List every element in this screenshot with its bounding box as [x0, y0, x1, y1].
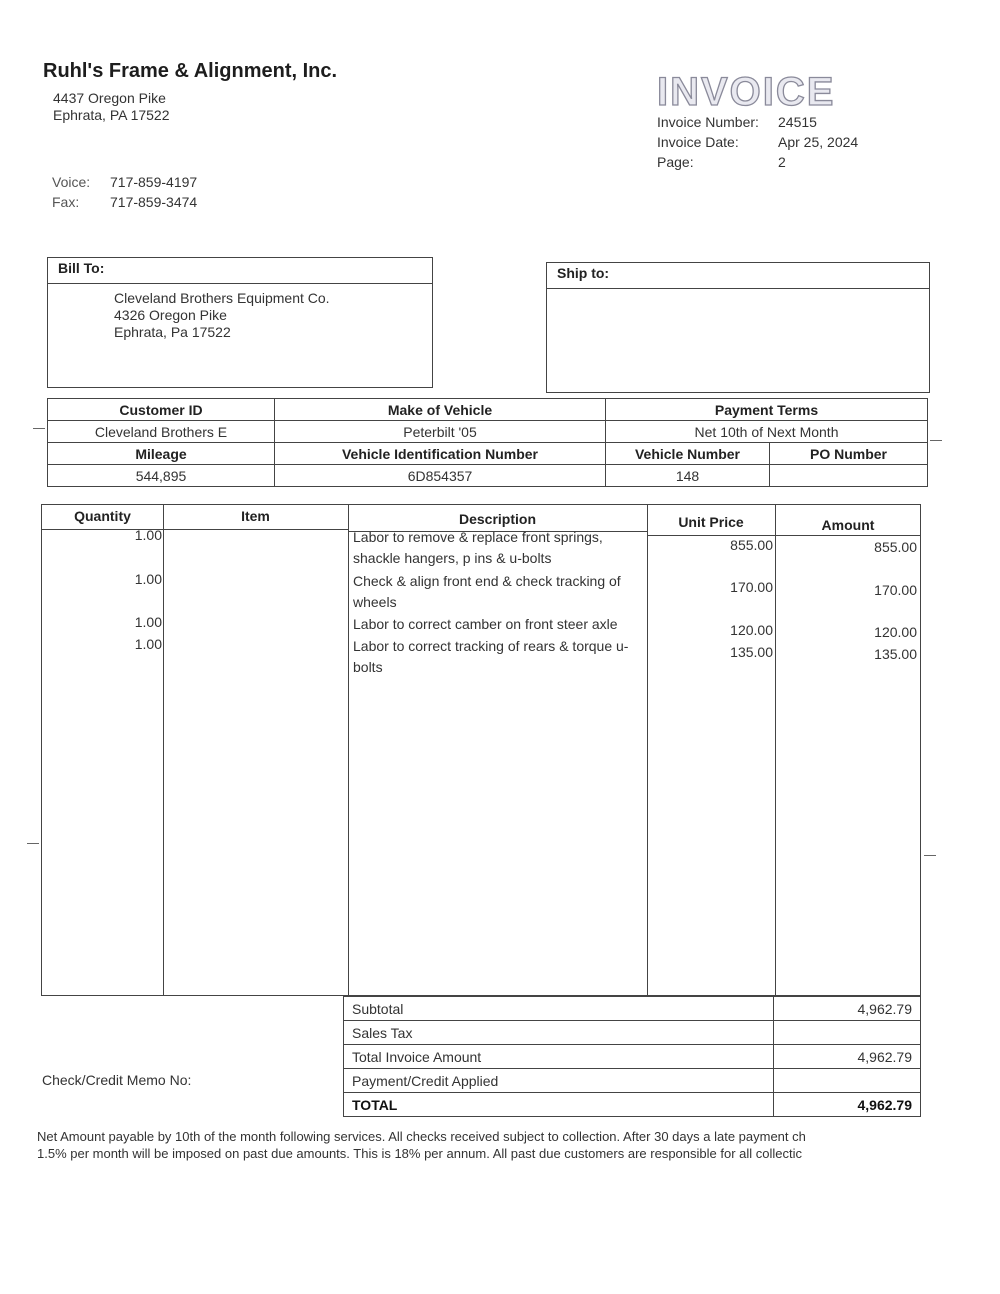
totals-table — [343, 996, 921, 1117]
total-invoice-label: Total Invoice Amount — [344, 1045, 774, 1069]
line-item-description: Labor to correct tracking of rears & torque u-bolts — [353, 638, 629, 675]
line-item-amount: 170.00 — [874, 582, 917, 598]
company-address-line2: Ephrata, PA 17522 — [53, 107, 170, 123]
margin-tick — [27, 843, 39, 844]
fax-label: Fax: — [52, 194, 80, 210]
total-value: 4,962.79 — [774, 1093, 921, 1117]
make-value: Peterbilt '05 — [275, 421, 606, 443]
customer-id-header: Customer ID — [48, 399, 275, 421]
line-item-unit-price: 120.00 — [730, 622, 773, 638]
ship-to-label: Ship to: — [547, 263, 929, 289]
customer-id-value: Cleveland Brothers E — [48, 421, 275, 443]
footer-line1: Net Amount payable by 10th of the month following services. All checks received subject to collection. After 30 days a late payment ch — [37, 1129, 806, 1144]
bill-to-line2: 4326 Oregon Pike — [114, 307, 227, 323]
description-header: Description — [458, 511, 536, 527]
invoice-title: INVOICE — [657, 70, 836, 114]
po-number-value — [770, 465, 928, 487]
unit-price-header: Unit Price — [678, 514, 744, 530]
bill-to-box — [47, 257, 433, 388]
payment-terms-header: Payment Terms — [606, 399, 928, 421]
invoice-date-label: Invoice Date: — [657, 134, 739, 150]
mileage-value: 544,895 — [48, 465, 275, 487]
payment-terms-footer — [37, 1128, 917, 1162]
sales-tax-value — [774, 1021, 921, 1045]
company-address-line1: 4437 Oregon Pike — [53, 90, 166, 106]
line-items-table — [41, 504, 921, 996]
subtotal-value: 4,962.79 — [774, 997, 921, 1021]
bill-to-address — [48, 284, 432, 341]
line-item-qty: 1.00 — [134, 636, 162, 652]
vehicle-number-value: 148 — [606, 465, 770, 487]
line-item-amount: 855.00 — [874, 539, 917, 555]
total-label: TOTAL — [344, 1093, 774, 1117]
vin-value: 6D854357 — [275, 465, 606, 487]
company-name: Ruhl's Frame & Alignment, Inc. — [43, 60, 338, 82]
line-item-unit-price: 135.00 — [730, 644, 773, 660]
check-memo-label: Check/Credit Memo No: — [42, 1072, 192, 1088]
footer-line2: 1.5% per month will be imposed on past due amounts. This is 18% per annum. All past due customers are responsible for all collectic — [37, 1146, 802, 1161]
line-item-description: Labor to correct camber on front steer axle — [353, 616, 618, 632]
bill-to-line1: Cleveland Brothers Equipment Co. — [114, 290, 330, 306]
subtotal-label: Subtotal — [344, 997, 774, 1021]
make-header: Make of Vehicle — [275, 399, 606, 421]
po-number-header: PO Number — [770, 443, 928, 465]
payment-terms-value: Net 10th of Next Month — [606, 421, 928, 443]
ship-to-box — [546, 262, 930, 393]
margin-tick — [930, 440, 942, 441]
line-item-unit-price: 170.00 — [730, 579, 773, 595]
fax-number: 717-859-3474 — [110, 194, 198, 210]
mileage-header: Mileage — [48, 443, 275, 465]
line-item-description: Check & align front end & check tracking of wheels — [353, 573, 621, 610]
total-invoice-value: 4,962.79 — [774, 1045, 921, 1069]
vehicle-info-table — [47, 398, 928, 487]
line-item-description: Labor to remove & replace front springs, shackle hangers, p ins & u-bolts — [353, 529, 603, 566]
payment-credit-label: Payment/Credit Applied — [344, 1069, 774, 1093]
invoice-number: 24515 — [778, 114, 817, 130]
bill-to-line3: Ephrata, Pa 17522 — [114, 324, 231, 340]
vehicle-number-header: Vehicle Number — [606, 443, 770, 465]
page-label: Page: — [657, 154, 694, 170]
amount-header: Amount — [821, 517, 875, 533]
line-item-amount: 135.00 — [874, 646, 917, 662]
margin-tick — [924, 855, 936, 856]
invoice-date: Apr 25, 2024 — [778, 134, 859, 150]
invoice-meta — [657, 112, 858, 172]
vin-header: Vehicle Identification Number — [275, 443, 606, 465]
line-item-qty: 1.00 — [134, 614, 162, 630]
page-number: 2 — [778, 154, 786, 170]
line-items-header — [42, 505, 920, 533]
company-contact — [52, 172, 197, 212]
line-item-qty: 1.00 — [134, 527, 162, 543]
voice-number: 717-859-4197 — [110, 174, 198, 190]
sales-tax-label: Sales Tax — [344, 1021, 774, 1045]
voice-label: Voice: — [52, 174, 91, 190]
bill-to-label: Bill To: — [48, 258, 432, 284]
payment-credit-value — [774, 1069, 921, 1093]
line-item-unit-price: 855.00 — [730, 537, 773, 553]
line-item-amount: 120.00 — [874, 624, 917, 640]
line-item-qty: 1.00 — [134, 571, 162, 587]
company-address — [53, 90, 170, 124]
invoice-number-label: Invoice Number: — [657, 114, 759, 130]
item-header: Item — [241, 508, 270, 524]
margin-tick — [33, 428, 45, 429]
quantity-header: Quantity — [74, 508, 131, 524]
